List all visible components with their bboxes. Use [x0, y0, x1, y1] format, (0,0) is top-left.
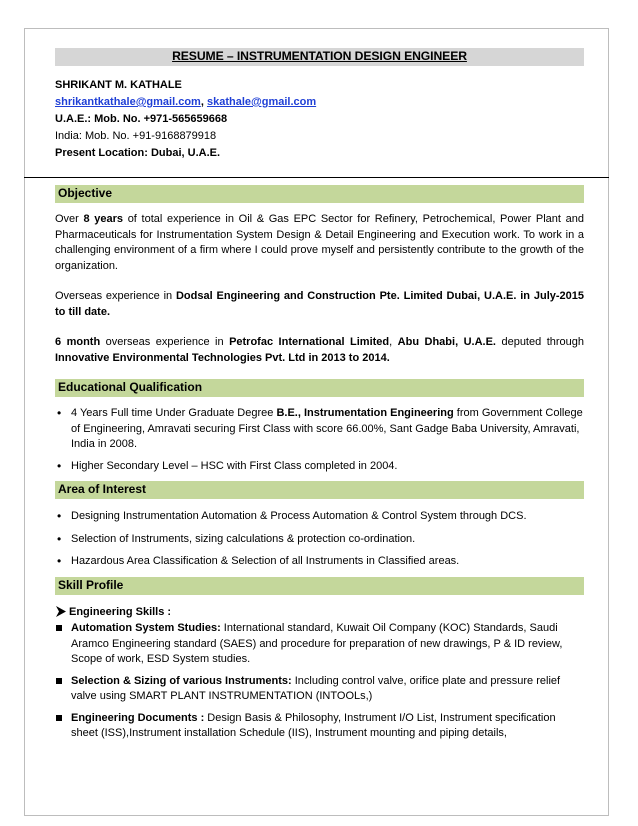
objective-heading: Objective — [55, 185, 584, 203]
innovative-highlight: Innovative Environmental Technologies Pvt. Ltd in 2013 to 2014. — [55, 351, 390, 364]
title-bar — [55, 48, 584, 66]
present-location: Present Location: Dubai, U.A.E. — [55, 147, 221, 159]
education-heading: Educational Qualification — [55, 379, 584, 397]
text-run: deputed through — [496, 336, 585, 348]
skill-title: Engineering Documents : — [71, 711, 205, 724]
list-item — [55, 406, 584, 453]
skill-title: Automation System Studies: — [71, 622, 221, 634]
resume-title: RESUME – INSTRUMENTATION DESIGN ENGINEER — [172, 49, 467, 64]
text-run: Overseas experience in — [55, 290, 176, 302]
list-item — [55, 621, 584, 668]
skills-list — [55, 621, 584, 742]
india-mobile: India: Mob. No. +91-9168879918 — [55, 130, 217, 142]
email-separator: , — [200, 96, 207, 108]
engineering-skills-subheading — [55, 605, 584, 621]
email-line — [55, 94, 584, 111]
text-run: Design Basis & Philosophy, Instrument I/O List, Instrument specification sheet (ISS),Instrument installation Schedule (IIS), Instrument mounting and piping details, — [71, 711, 556, 739]
text-run: of total experience in Oil & Gas EPC Sector for Refinery, Petrochemical, Power Plant and Pharmaceuticals for Instrumentation System Design & Detail Engineering and Execution work. To work in a challenging environment of a firm where I could prove myself and persistently contribute to the growth of the organization. — [55, 213, 584, 272]
text-run: Including control valve, orifice plate and pressure relief valve using SMART PLANT INSTRUMENTATION (INTOOLs,) — [71, 674, 561, 702]
list-item — [55, 674, 584, 705]
subheading-label: Engineering Skills : — [69, 605, 172, 618]
text-run: overseas experience in — [100, 336, 230, 348]
list-item: • Hazardous Area Classification & Selection of all Instruments in Classified areas. — [55, 554, 584, 570]
candidate-name: SHRIKANT M. KATHALE — [55, 79, 182, 91]
degree-highlight: B.E., Instrumentation Engineering — [276, 407, 454, 419]
text-run: Over — [55, 213, 84, 225]
location-highlight: Abu Dhabi, U.A.E. — [397, 336, 496, 348]
text-run: 4 Years Full time Under Graduate Degree — [71, 407, 277, 419]
list-item: • Selection of Instruments, sizing calculations & protection co-ordination. — [55, 532, 584, 548]
duration-highlight: 6 month — [55, 336, 101, 348]
email-link-secondary[interactable]: skathale@gmail.com — [206, 96, 317, 108]
skill-title: Selection & Sizing of various Instruments: — [71, 674, 292, 687]
interest-list — [55, 509, 584, 570]
email-link-primary[interactable]: shrikantkathale@gmail.com — [55, 96, 201, 108]
education-list — [55, 406, 584, 474]
list-item: • Higher Secondary Level – HSC with First Class completed in 2004. — [55, 459, 584, 475]
uae-mobile: U.A.E.: Mob. No. +971-565659668 — [55, 113, 228, 125]
text-run: International standard, Kuwait Oil Company (KOC) Standards, Saudi Aramco Engineering standard (SAES) and procedure for preparation of new drawings, P & ID review, Scope of work, ESD System studies. — [71, 622, 563, 665]
text-run: , — [389, 336, 398, 348]
years-highlight: 8 years — [83, 213, 124, 225]
contact-block — [55, 77, 584, 162]
skills-heading: Skill Profile — [55, 577, 584, 595]
dodsal-highlight: Dodsal Engineering and Construction Pte. Limited Dubai, U.A.E. in July-2015 to till date. — [55, 290, 584, 318]
petrofac-highlight: Petrofac International Limited — [229, 336, 390, 348]
list-item — [55, 711, 584, 742]
text-run: from Government College of Engineering, Amravati securing First Class with score 66.00%, Sant Gadge Baba University, Amravati, India in 2008. — [71, 407, 583, 450]
objective-paragraph-1 — [55, 212, 584, 274]
resume-content — [55, 48, 584, 742]
objective-paragraph-3 — [55, 335, 584, 366]
objective-paragraph-2 — [55, 289, 584, 320]
list-item: • Designing Instrumentation Automation & Process Automation & Control System through DCS. — [55, 509, 584, 525]
interest-heading: Area of Interest — [55, 481, 584, 499]
